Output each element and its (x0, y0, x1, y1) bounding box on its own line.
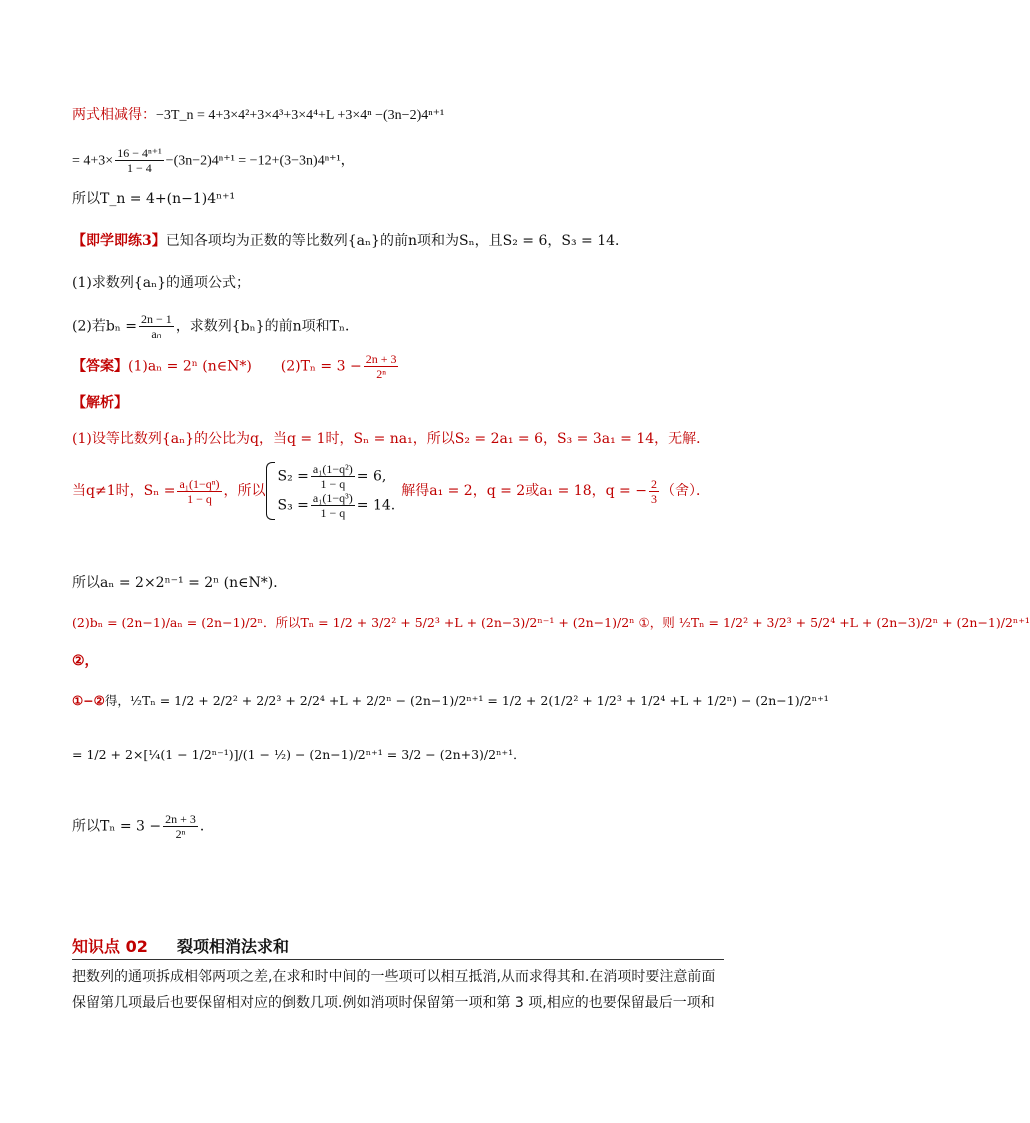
question-2-prefix: (2)若bₙ = (72, 318, 138, 335)
sys1-den: 1 − q (311, 476, 355, 491)
subtract-line (72, 104, 444, 127)
q-den: 3 (650, 491, 657, 506)
equation-system (266, 462, 396, 520)
question-1-text: (1)求数列{aₙ}的通项公式； (72, 275, 251, 291)
sys2-num: a₁(1−q³) (312, 491, 353, 505)
section-divider (72, 959, 724, 960)
part2-result-num: 2n + 3 (165, 812, 196, 826)
analysis-2-prefix: 当q≠1时，Sₙ = (72, 483, 176, 499)
sum-rest: −(3n−2)4ⁿ⁺¹ = −12+(3−3n)4ⁿ⁺¹， (165, 153, 355, 169)
sum-fraction-num: 16 − 4ⁿ⁺¹ (117, 146, 162, 160)
tn-result: 所以T_n = 4+(n−1)4ⁿ⁺¹ (72, 191, 236, 207)
question-2-fraction (139, 312, 174, 341)
analysis-2-end: （舍）． (660, 483, 710, 499)
sn-den: 1 − q (177, 491, 221, 506)
knowledge-point-label: 知识点 02 (72, 937, 148, 956)
question-2-den: aₙ (139, 326, 174, 341)
answer-2-prefix: (2)Tₙ = 3 − (280, 358, 362, 375)
subtract-expression: −3T_n = 4+3×4²+3×4³+3×4⁴+L +3×4ⁿ −(3n−2)4ⁿ⁺¹ (156, 108, 445, 123)
part2-line-3-text: 得，½Tₙ = 1/2 + 2/2² + 2/2³ + 2/2⁴ +L + 2/2ⁿ − (2n−1)/2ⁿ⁺¹ = 1/2 + 2(1/2² + 1/2³ + 1/2⁴ +L + 1/2ⁿ) − (2n−1)/2ⁿ⁺¹ (104, 693, 829, 708)
analysis-2 (72, 462, 710, 520)
sn-num: a₁(1−qⁿ) (179, 476, 220, 491)
part2-line-3 (72, 690, 829, 712)
circle-2-mark: ②， (72, 653, 99, 669)
part2-result-end: ． (199, 818, 214, 835)
answer-1: (1)aₙ = 2ⁿ (n∈N*) (128, 358, 252, 375)
subtract-mark: ①−② (72, 693, 105, 708)
practice-text: 已知各项均为正数的等比数列{aₙ}的前n项和为Sₙ，且S₂ = 6，S₃ = 14． (165, 233, 630, 249)
question-1 (72, 272, 250, 294)
answer-2-fraction (364, 352, 399, 381)
analysis-2-result: 解得a₁ = 2，q = 2或a₁ = 18，q = − (401, 483, 647, 499)
part2-line-4-text: = 1/2 + 2×[¼(1 − 1/2ⁿ⁻¹)]/(1 − ½) − (2n−1)/2ⁿ⁺¹ = 3/2 − (2n+3)/2ⁿ⁺¹． (72, 747, 526, 762)
answer-2-den: 2ⁿ (364, 366, 399, 381)
section-heading (72, 934, 289, 957)
brace-shape (266, 462, 275, 520)
practice-line (72, 230, 629, 252)
sys2-suffix: = 14. (356, 497, 396, 514)
answer-tag: 【答案】 (72, 358, 128, 375)
practice-tag: 【即学即练3】 (72, 233, 166, 249)
analysis-1 (72, 428, 710, 450)
part2-result-den: 2ⁿ (163, 826, 198, 841)
part2-result-prefix: 所以Tₙ = 3 − (72, 818, 162, 835)
answer-line (72, 352, 400, 381)
sum-fraction-den: 1 − 4 (115, 160, 163, 175)
part2-line (72, 612, 1030, 634)
analysis-2-mid: ，所以 (223, 483, 266, 499)
q-num: 2 (650, 476, 657, 491)
sum-prefix: = 4+3× (72, 153, 114, 169)
part2-result (72, 812, 214, 841)
question-2-num: 2n − 1 (141, 312, 172, 326)
sys1-prefix: S₂ = (277, 468, 309, 485)
question-2 (72, 312, 359, 341)
sum-fraction (115, 146, 163, 175)
sys2-den: 1 − q (311, 505, 355, 520)
part2-result-fraction (163, 812, 198, 841)
system-row-1 (278, 462, 396, 491)
sn-fraction (177, 477, 221, 506)
analysis-tag: 【解析】 (72, 395, 128, 411)
analysis-tag-line (72, 392, 128, 414)
tn-result-line (72, 188, 235, 210)
section-paragraph: 把数列的通项拆成相邻两项之差,在求和时中间的一些项可以相互抵消,从而求得其和.在消项时要注意前面保留第几项最后也要保留相对应的倒数几项.例如消项时保留第一项和第 3 项,相应的也要保留最后一项和 (72, 969, 716, 1011)
section-title-text: 裂项相消法求和 (177, 937, 290, 956)
system-row-2 (278, 491, 396, 520)
sys1-suffix: = 6, (356, 468, 387, 485)
q-fraction (649, 477, 659, 506)
sys1-num: a₁(1−q²) (312, 462, 353, 476)
analysis-3 (72, 572, 287, 594)
sum-line (72, 146, 355, 175)
sys2-fraction (311, 491, 355, 520)
analysis-1-text: (1)设等比数列{aₙ}的公比为q，当q = 1时，Sₙ = na₁，所以S₂ = 2a₁ = 6，S₃ = 3a₁ = 14，无解． (72, 431, 711, 447)
part2-line-4 (72, 744, 526, 766)
sys1-fraction (311, 462, 355, 491)
part2-line-2 (72, 650, 99, 672)
analysis-3-text: 所以aₙ = 2×2ⁿ⁻¹ = 2ⁿ (n∈N*)． (72, 575, 288, 591)
subtract-label: 两式相减得： (72, 107, 156, 123)
answer-2-num: 2n + 3 (365, 352, 397, 366)
part2-text: (2)bₙ = (2n−1)/aₙ = (2n−1)/2ⁿ．所以Tₙ = 1/2 + 3/2² + 5/2³ +L + (2n−3)/2ⁿ⁻¹ + (2n−1)/2ⁿ ①，则 ½Tₙ = 1/2² + 3/2³ + 5/2⁴ +L + (2n−3)/2ⁿ + (2n−1)/2ⁿ⁺¹ (72, 615, 1030, 630)
sys2-prefix: S₃ = (277, 497, 309, 514)
question-2-suffix: ，求数列{bₙ}的前n项和Tₙ． (175, 318, 360, 335)
